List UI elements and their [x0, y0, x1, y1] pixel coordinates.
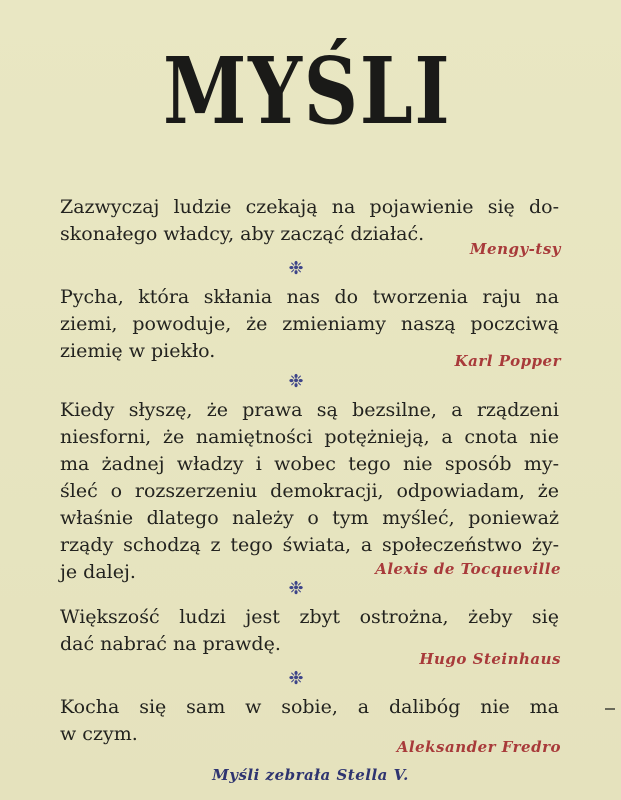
ornament-icon: ❉: [288, 371, 304, 392]
ornament-icon: ❉: [288, 578, 304, 599]
quote-author: Mengy-tsy: [469, 240, 561, 258]
page-title: MYŚLI: [162, 37, 452, 145]
quote-line: Kiedy słyszę, że prawa są bezsilne, a rządzeni: [60, 399, 559, 421]
quote-line: właśnie dlatego należy o tym myśleć, ponieważ: [60, 507, 559, 529]
edge-mark: [605, 708, 615, 710]
quote-author: Karl Popper: [454, 352, 561, 370]
quote-author: Aleksander Fredro: [396, 738, 561, 756]
quote-line: rządy schodzą z tego świata, a społeczeństwo ży-: [60, 534, 559, 556]
quote-line: śleć o rozszerzeniu demokracji, odpowiadam, że: [60, 480, 559, 502]
quote-line: ziemi, powoduje, że zmieniamy naszą poczciwą: [60, 313, 559, 335]
quote-line: niesforni, że namiętności potężnieją, a cnota nie: [60, 426, 559, 448]
quote-line: w czym.: [60, 723, 138, 745]
quote-line: je dalej.: [60, 561, 136, 583]
compiler-credit: Myśli zebrała Stella V.: [212, 766, 409, 784]
quote-text: [60, 397, 559, 586]
ornament-icon: ❉: [288, 668, 304, 689]
ornament-icon: ❉: [288, 258, 304, 279]
quote-line: Większość ludzi jest zbyt ostrożna, żeby się: [60, 606, 559, 628]
quote-line: ziemię w piekło.: [60, 340, 216, 362]
quote-line: skonałego władcy, aby zacząć działać.: [60, 223, 425, 245]
quote-line: Kocha się sam w sobie, a dalibóg nie ma: [60, 696, 559, 718]
quote-author: Hugo Steinhaus: [419, 650, 561, 668]
quote-author: Alexis de Tocqueville: [375, 560, 561, 578]
quote-line: Pycha, która skłania nas do tworzenia raju na: [60, 286, 559, 308]
quote-line: dać nabrać na prawdę.: [60, 633, 281, 655]
quote-line: Zazwyczaj ludzie czekają na pojawienie się do-: [60, 196, 559, 218]
quote-line: ma żadnej władzy i wobec tego nie sposób my-: [60, 453, 559, 475]
